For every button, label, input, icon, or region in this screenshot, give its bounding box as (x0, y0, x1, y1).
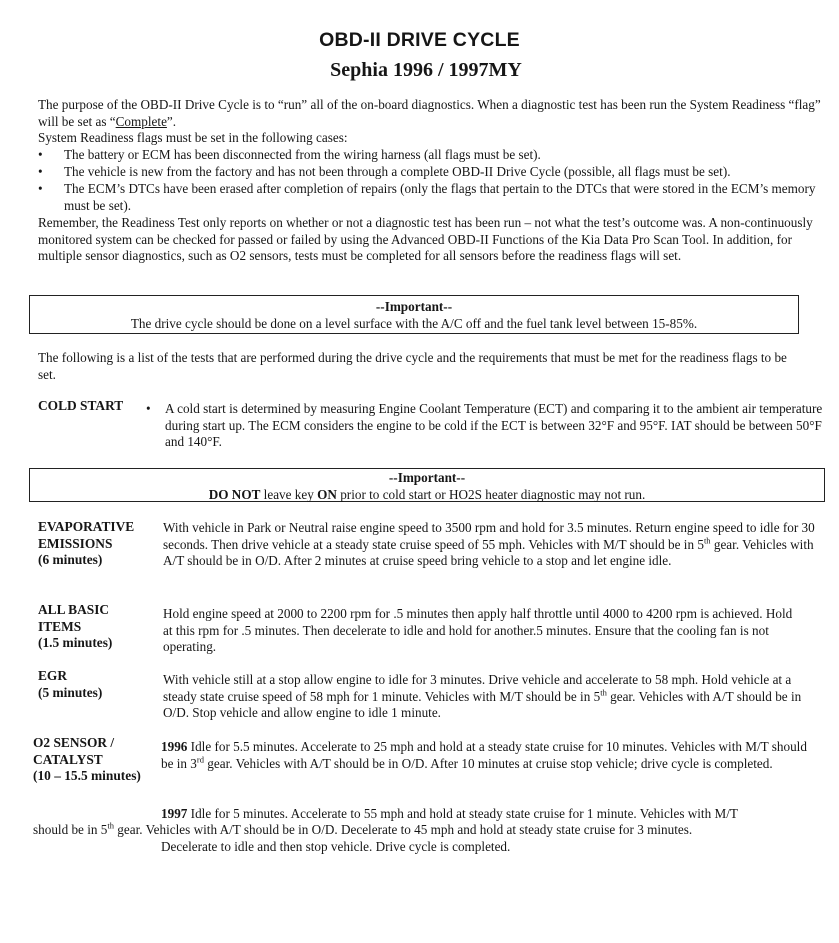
basic-items-label: ALL BASIC ITEMS (1.5 minutes) (38, 602, 113, 651)
complete-word: Complete (115, 113, 167, 129)
page-title: OBD-II DRIVE CYCLE (319, 29, 520, 51)
page-subtitle: Sephia 1996 / 1997MY (330, 59, 522, 81)
tests-intro: The following is a list of the tests that are performed during the drive cycle and the requirements that must be met for the readiness flags to be set. (38, 350, 787, 382)
o2-1997-line3: Decelerate to idle and then stop vehicle. Drive cycle is completed. (161, 839, 511, 854)
year-1996: 1996 (161, 739, 188, 754)
evap-text: With vehicle in Park or Neutral raise engine speed to 3500 rpm and hold for 3.5 minutes. Return engine speed to idle for 30 seconds. Then drive vehicle at a steady state cruise speed of 55 mph. Vehicles with M/T should be in 5th gear. Vehicles with A/T should be in O/D. After 2 minutes at cruise speed bring vehicle to a stop and let engine idle. (163, 520, 815, 569)
bullet-glyph: • (146, 401, 151, 416)
important-heading: --Important-- (388, 470, 466, 485)
bullet-glyph: • (38, 147, 43, 162)
readiness-note: Remember, the Readiness Test only reports on whether or not a diagnostic test has been run – not what the test’s outcome was. A non-continuously monitored system can be checked for passed or failed by using the Advanced OBD-II Functions of the Kia Data Pro Scan Tool. In addition, for multiple sensor diagnostics, such as O2 sensors, tests must be completed for all sensors before the readiness flags will set. (38, 215, 813, 264)
year-1997: 1997 (161, 806, 188, 821)
important-text: The drive cycle should be done on a level surface with the A/C off and the fuel tank level between 15-85%. (130, 315, 698, 331)
o2-1997-line1: 1997 Idle for 5 minutes. Accelerate to 55 mph and hold at steady state cruise for 1 minute. Vehicles with M/T (161, 806, 738, 821)
egr-text: With vehicle still at a stop allow engine to idle for 3 minutes. Drive vehicle and accelerate to 58 mph. Hold vehicle at a steady state cruise speed of 58 mph for 1 minute. Vehicles with M/T should be in 5th gear. Vehicles with A/T should be in O/D. Stop vehicle and allow engine to idle 1 minute. (163, 672, 802, 721)
evap-label: EVAPORATIVE EMISSIONS (6 minutes) (38, 519, 135, 568)
readiness-cases-intro: System Readiness flags must be set in the following cases: (38, 130, 348, 146)
cold-start-text: A cold start is determined by measuring Engine Coolant Temperature (ECT) and comparing it to the ambient air temperature during start up. The ECM considers the engine to be cold if the ECT is between 32°F and 95°F. IAT should be between 50°F and 140°F. (165, 401, 823, 450)
basic-items-text: Hold engine speed at 2000 to 2200 rpm for .5 minutes then apply half throttle until 4000 to 4200 rpm is achieved. Hold at this rpm for .5 minutes. Then decelerate to idle and hold for another.5 minutes. Ensure that the cooling fan is not operating. (163, 606, 793, 655)
important-heading: --Important-- (375, 299, 453, 314)
o2-catalyst-label: O2 SENSOR / CATALYST (10 – 15.5 minutes) (33, 735, 141, 784)
o2-1997-line2: should be in 5th gear. Vehicles with A/T should be in O/D. Decelerate to 45 mph and hold at steady state cruise for 3 minutes. (33, 820, 693, 837)
important-text: DO NOT leave key ON prior to cold start or HO2S heater diagnostic may not run. (208, 486, 646, 502)
important-box-cold-start (29, 468, 825, 502)
o2-1996-text: 1996 Idle for 5.5 minutes. Accelerate to 25 mph and hold at a steady state cruise for 10 minutes. Vehicles with M/T should be in 3rd gear. Vehicles with A/T should be in O/D. After 10 minutes at cruise stop vehicle; drive cycle is completed. (161, 739, 807, 771)
egr-label: EGR (5 minutes) (38, 668, 103, 700)
bullet-glyph: • (38, 181, 43, 196)
bullet-glyph: • (38, 164, 43, 179)
cold-start-label: COLD START (38, 398, 124, 413)
intro-paragraph: The purpose of the OBD-II Drive Cycle is to “run” all of the on-board diagnostics. When a diagnostic test has been run the System Readiness “flag” will be set as “Complete”. System Readiness flags must be set in the following cases: (38, 97, 821, 146)
important-box-drive-cycle (29, 295, 799, 334)
